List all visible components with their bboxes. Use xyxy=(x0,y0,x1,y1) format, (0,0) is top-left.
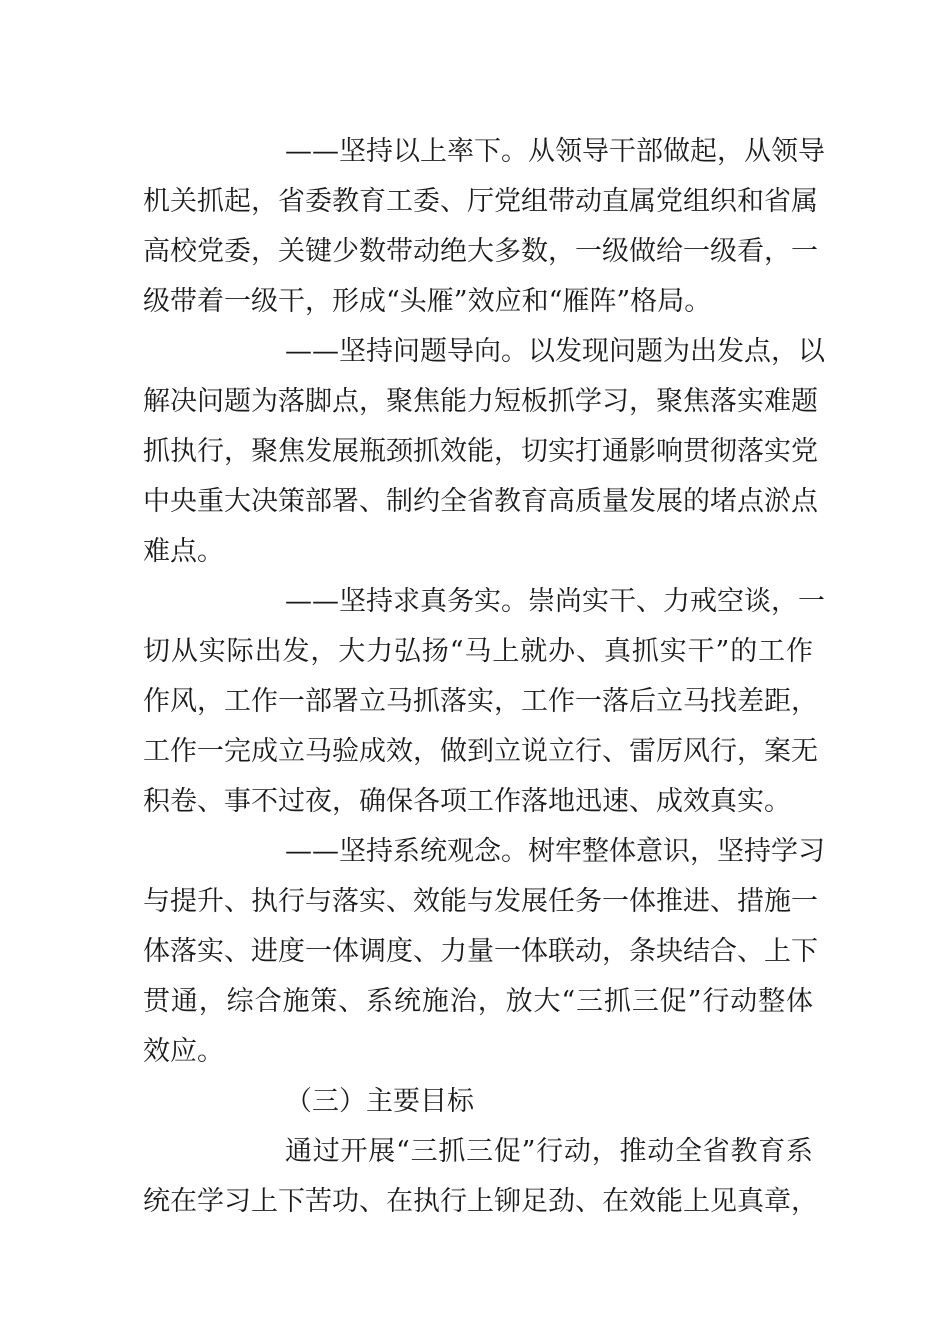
paragraph-line: ——坚持问题导向。以发现问题为出发点，以 xyxy=(285,336,825,367)
paragraph-line: ——坚持求真务实。崇尚实干、力戒空谈，一 xyxy=(285,586,825,617)
paragraph-line: 高校党委，关键少数带动绝大多数，一级做给一级看，一 xyxy=(143,236,818,267)
paragraph-line: 抓执行，聚焦发展瓶颈抓效能，切实打通影响贯彻落实党 xyxy=(143,436,818,467)
paragraph-line: 体落实、进度一体调度、力量一体联动，条块结合、上下 xyxy=(143,936,818,967)
paragraph-line: 与提升、执行与落实、效能与发展任务一体推进、措施一 xyxy=(143,886,818,917)
paragraph-line: 积卷、事不过夜，确保各项工作落地迅速、成效真实。 xyxy=(143,786,791,817)
section-heading: （三）主要目标 xyxy=(285,1086,474,1117)
paragraph-line: 机关抓起，省委教育工委、厅党组带动直属党组织和省属 xyxy=(143,186,818,217)
paragraph-line: 效应。 xyxy=(143,1036,224,1067)
paragraph-line: 通过开展“三抓三促”行动，推动全省教育系 xyxy=(285,1136,813,1167)
paragraph-line: 贯通，综合施策、系统施治，放大“三抓三促”行动整体 xyxy=(143,986,813,1017)
paragraph-line: 切从实际出发，大力弘扬“马上就办、真抓实干”的工作 xyxy=(143,636,813,667)
paragraph-line: ——坚持系统观念。树牢整体意识，坚持学习 xyxy=(285,836,825,867)
paragraph-line: 统在学习上下苦功、在执行上铆足劲、在效能上见真章， xyxy=(143,1186,818,1217)
paragraph-line: 工作一完成立马验成效，做到立说立行、雷厉风行，案无 xyxy=(143,736,818,767)
paragraph-line: 难点。 xyxy=(143,536,224,567)
paragraph-line: 作风，工作一部署立马抓落实，工作一落后立马找差距， xyxy=(143,686,818,717)
paragraph-line: 中央重大决策部署、制约全省教育高质量发展的堵点淤点 xyxy=(143,486,818,517)
paragraph-line: ——坚持以上率下。从领导干部做起，从领导 xyxy=(285,136,825,167)
paragraph-line: 级带着一级干，形成“头雁”效应和“雁阵”格局。 xyxy=(143,286,712,317)
paragraph-line: 解决问题为落脚点，聚焦能力短板抓学习，聚焦落实难题 xyxy=(143,386,818,417)
